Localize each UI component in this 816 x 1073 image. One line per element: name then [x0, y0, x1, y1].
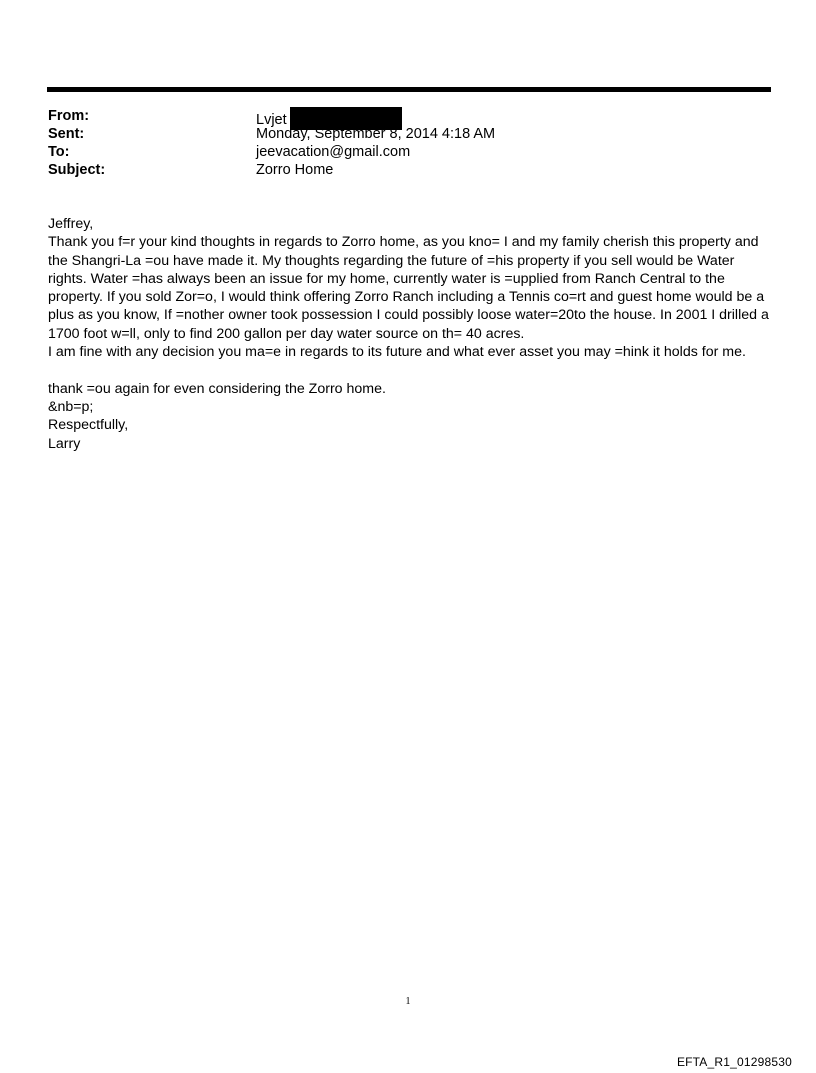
from-row — [48, 107, 768, 128]
sender-name: Lvjet — [256, 112, 287, 128]
email-body — [48, 215, 772, 453]
greeting: Jeffrey, — [48, 216, 94, 232]
signature: Larry — [48, 435, 81, 452]
from-label: From: — [48, 108, 90, 124]
body-paragraph-1: Thank you f=r your kind thoughts in regards to Zorro home, as you kno= I and my family cherish this property and the Shangri-La =ou have made it. My thoughts regarding the future of =his property if you sell would be Water rights. Water =has always been an issue for my home, currently water is =upplied from Ranch Central to the property. If you sold Zor=o, I would think offering Zorro Ranch including a Tennis co=rt and guest home would be a plus as you know, If =nother owner took possession I could possibly loose water=20to the house. In 2001 I drilled a 1700 foot w=ll, only to find 200 gallon per day water source on th= 40 acres. — [48, 234, 769, 342]
sent-row — [48, 125, 768, 143]
nbsp-artifact: &nb=p; — [48, 398, 94, 415]
to-row — [48, 143, 768, 161]
subject-row — [48, 161, 768, 179]
document-id: EFTA_R1_01298530 — [676, 1055, 792, 1069]
body-paragraph-2: I am fine with any decision you ma=e in regards to its future and what ever asset you may =hink it holds for me. — [48, 344, 746, 361]
email-header — [48, 107, 768, 179]
subject-label: Subject: — [48, 162, 106, 178]
sent-label: Sent: — [48, 126, 85, 142]
sent-value: Monday, September 8, 2014 4:18 AM — [256, 126, 496, 142]
signoff: Respectfully, — [48, 417, 129, 434]
blank-line — [48, 361, 772, 379]
page-number: 1 — [405, 996, 411, 1007]
to-label: To: — [48, 144, 70, 160]
closing-line: thank =ou again for even considering the Zorro home. — [48, 380, 386, 397]
to-value: jeevacation@gmail.com — [256, 144, 411, 160]
header-divider-rule — [47, 87, 771, 92]
subject-value: Zorro Home — [256, 162, 334, 178]
